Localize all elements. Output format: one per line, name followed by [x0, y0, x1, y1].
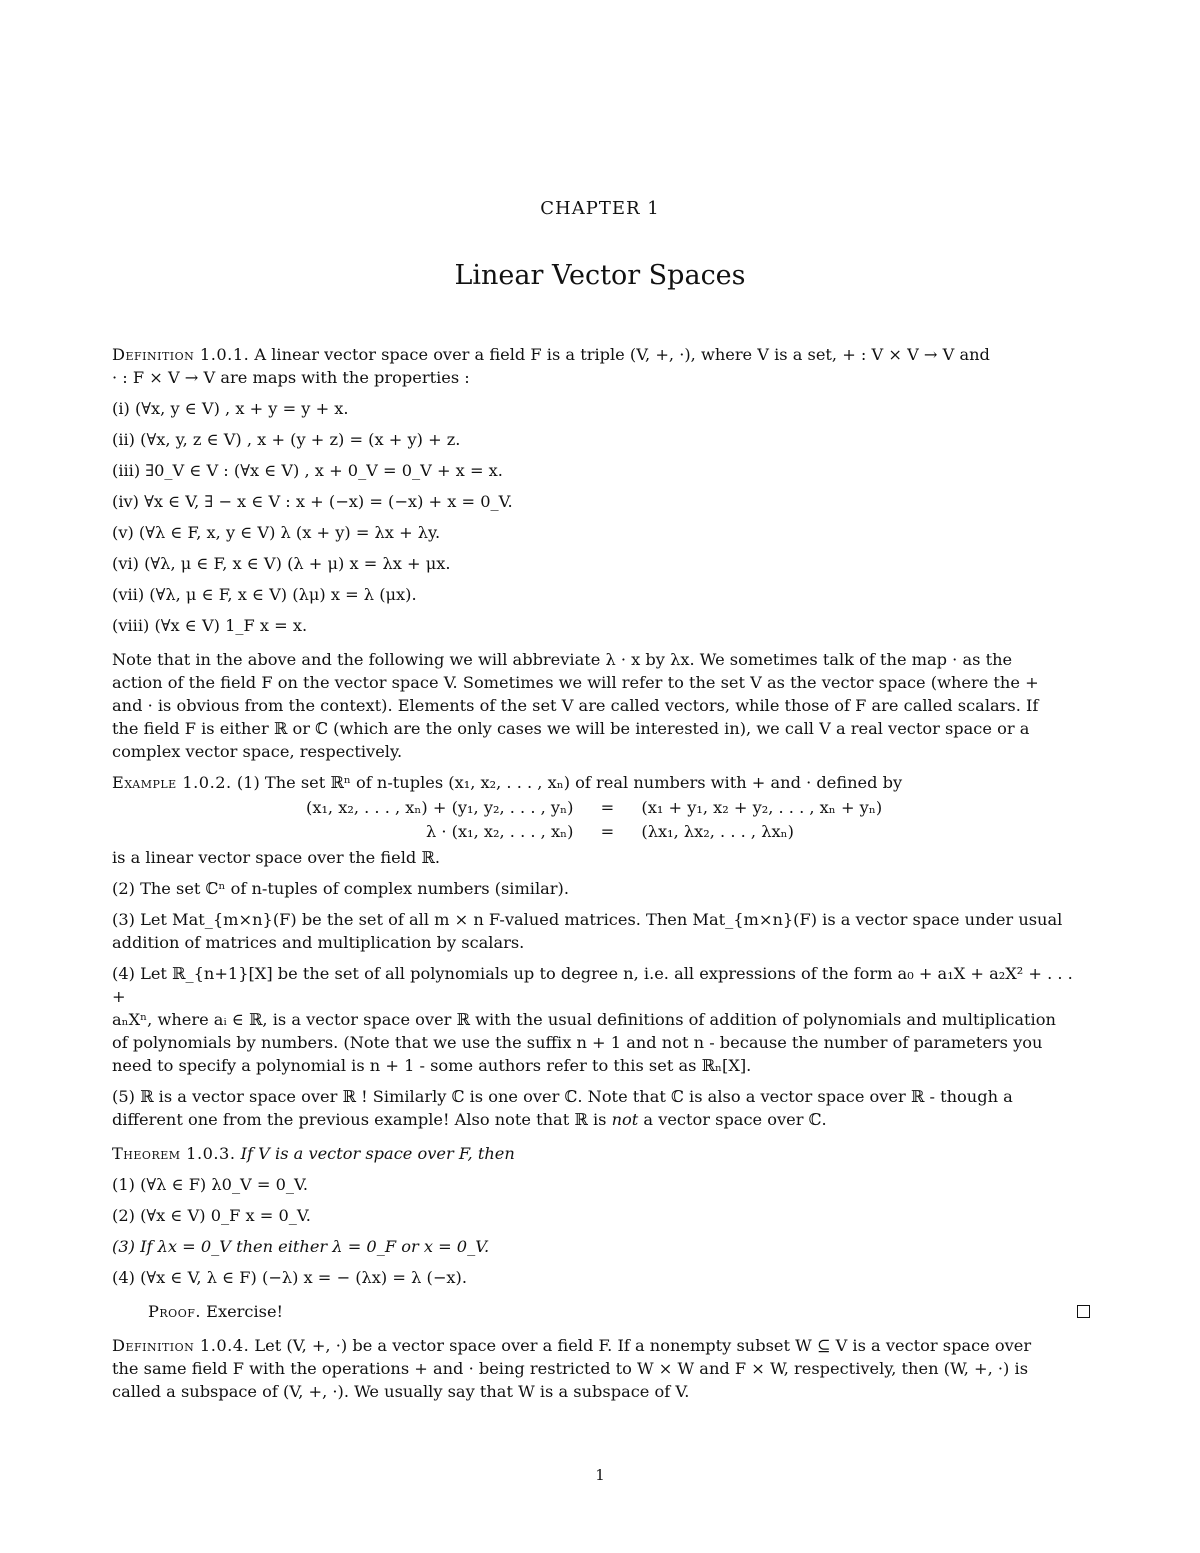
equation-1-lhs: (x₁, x₂, . . . , xₙ) + (y₁, y₂, . . . , yₙ) — [306, 798, 574, 817]
equation-2-lhs: λ · (x₁, x₂, . . . , xₙ) — [425, 822, 574, 841]
example-item-5-post: a vector space over ℂ. — [638, 1110, 827, 1129]
note-line-3: and · is obvious from the context). Elements of the set V are called vectors, while those of F are called scalars. If — [112, 696, 1039, 715]
proof-label: Proof. — [148, 1302, 201, 1321]
example-item-5-line-2 — [112, 1108, 1090, 1131]
example-after-text: is a linear vector space over the field ℝ. — [112, 848, 441, 867]
axiom-1: (i) (∀x, y ∈ V) , x + y = y + x. — [112, 399, 349, 418]
theorem-item-1: (1) (∀λ ∈ F) λ0_V = 0_V. — [112, 1175, 308, 1194]
axiom-6: (vi) (∀λ, μ ∈ F, x ∈ V) (λ + μ) x = λx + μx. — [112, 554, 451, 573]
axiom-7: (vii) (∀λ, μ ∈ F, x ∈ V) (λμ) x = λ (μx). — [112, 585, 417, 604]
equation-2-rhs: (λx₁, λx₂, . . . , λxₙ) — [641, 822, 794, 841]
axiom-2: (ii) (∀x, y, z ∈ V) , x + (y + z) = (x + y) + z. — [112, 430, 461, 449]
definition-4-text: Let (V, +, ·) be a vector space over a field F. If a nonempty subset W ⊆ V is a vector space over — [254, 1336, 1032, 1355]
example-item-3-line-1: (3) Let Mat_{m×n}(F) be the set of all m × n F-valued matrices. Then Mat_{m×n}(F) is a vector space under usual — [112, 910, 1063, 929]
example-item-2: (2) The set ℂⁿ of n-tuples of complex numbers (similar). — [112, 879, 569, 898]
theorem-heading — [112, 1142, 1090, 1165]
definition-4-label: Definition 1.0.4. — [112, 1336, 250, 1355]
chapter-label: CHAPTER 1 — [540, 198, 660, 219]
equation-row — [300, 796, 888, 820]
definition-4-line-3: called a subspace of (V, +, ·). We usually say that W is a subspace of V. — [112, 1382, 690, 1401]
equation-row — [300, 820, 888, 844]
example-item-5-pre: different one from the previous example! Also note that ℝ is — [112, 1110, 612, 1129]
qed-square-icon — [1077, 1305, 1090, 1318]
definition-1-line-1 — [112, 343, 1090, 366]
axiom-8: (viii) (∀x ∈ V) 1_F x = x. — [112, 616, 308, 635]
example-item-4-line-1: (4) Let ℝ_{n+1}[X] be the set of all polynomials up to degree n, i.e. all expressions of the form a₀ + a₁X + a₂X² + . . . + — [112, 964, 1073, 1006]
definition-4-line-2: the same field F with the operations + and · being restricted to W × W and F × W, respectively, then (W, +, ·) is — [112, 1359, 1028, 1378]
example-item-5-emphasis: not — [611, 1110, 639, 1129]
note-line-5: complex vector space, respectively. — [112, 742, 403, 761]
definition-1-text: A linear vector space over a field F is a triple (V, +, ·), where V is a set, + : V × V → V and — [254, 345, 990, 364]
display-equations — [300, 796, 888, 844]
axiom-4: (iv) ∀x ∈ V, ∃ − x ∈ V : x + (−x) = (−x) + x = 0_V. — [112, 492, 513, 511]
theorem-label: Theorem 1.0.3. — [112, 1144, 236, 1163]
axiom-3: (iii) ∃0_V ∈ V : (∀x ∈ V) , x + 0_V = 0_V + x = x. — [112, 461, 503, 480]
page-number: 1 — [595, 1466, 605, 1484]
example-item-4-line-4: need to specify a polynomial is n + 1 - some authors refer to this set as ℝₙ[X]. — [112, 1056, 752, 1075]
theorem-statement: If V is a vector space over F, then — [240, 1144, 515, 1163]
chapter-title: Linear Vector Spaces — [454, 260, 746, 291]
proof-line — [112, 1300, 1090, 1323]
example-item-5-line-1: (5) ℝ is a vector space over ℝ ! Similarly ℂ is one over ℂ. Note that ℂ is also a vector space over ℝ - though a — [112, 1087, 1013, 1106]
note-line-2: action of the field F on the vector space V. Sometimes we will refer to the set V as the vector space (where the + — [112, 673, 1039, 692]
example-item-4-line-2: aₙXⁿ, where aᵢ ∈ ℝ, is a vector space over ℝ with the usual definitions of addition of polynomials and multiplication — [112, 1010, 1056, 1029]
theorem-item-3: (3) If λx = 0_V then either λ = 0_F or x = 0_V. — [112, 1237, 490, 1256]
definition-1-label: Definition 1.0.1. — [112, 345, 250, 364]
example-item-4-line-3: of polynomials by numbers. (Note that we use the suffix n + 1 and not n - because the number of parameters you — [112, 1033, 1043, 1052]
definition-4-line-1 — [112, 1334, 1090, 1357]
note-line-4: the field F is either ℝ or ℂ (which are the only cases we will be interested in), we call V a real vector space or a — [112, 719, 1030, 738]
definition-1-line-2: · : F × V → V are maps with the properties : — [112, 368, 470, 387]
example-intro-text: (1) The set ℝⁿ of n-tuples (x₁, x₂, . . . , xₙ) of real numbers with + and · defined by — [236, 773, 903, 792]
equation-1-equals: = — [600, 798, 615, 817]
example-intro — [112, 771, 1090, 794]
theorem-item-4: (4) (∀x ∈ V, λ ∈ F) (−λ) x = − (λx) = λ (−x). — [112, 1268, 467, 1287]
equation-2-equals: = — [600, 822, 615, 841]
equation-1-rhs: (x₁ + y₁, x₂ + y₂, . . . , xₙ + yₙ) — [641, 798, 883, 817]
theorem-item-2: (2) (∀x ∈ V) 0_F x = 0_V. — [112, 1206, 311, 1225]
note-line-1: Note that in the above and the following we will abbreviate λ · x by λx. We sometimes talk of the map · as the — [112, 650, 1013, 669]
axiom-5: (v) (∀λ ∈ F, x, y ∈ V) λ (x + y) = λx + λy. — [112, 523, 441, 542]
proof-text: Exercise! — [206, 1302, 284, 1321]
example-item-3-line-2: addition of matrices and multiplication by scalars. — [112, 933, 525, 952]
example-label: Example 1.0.2. — [112, 773, 232, 792]
body-text — [112, 343, 1090, 1403]
